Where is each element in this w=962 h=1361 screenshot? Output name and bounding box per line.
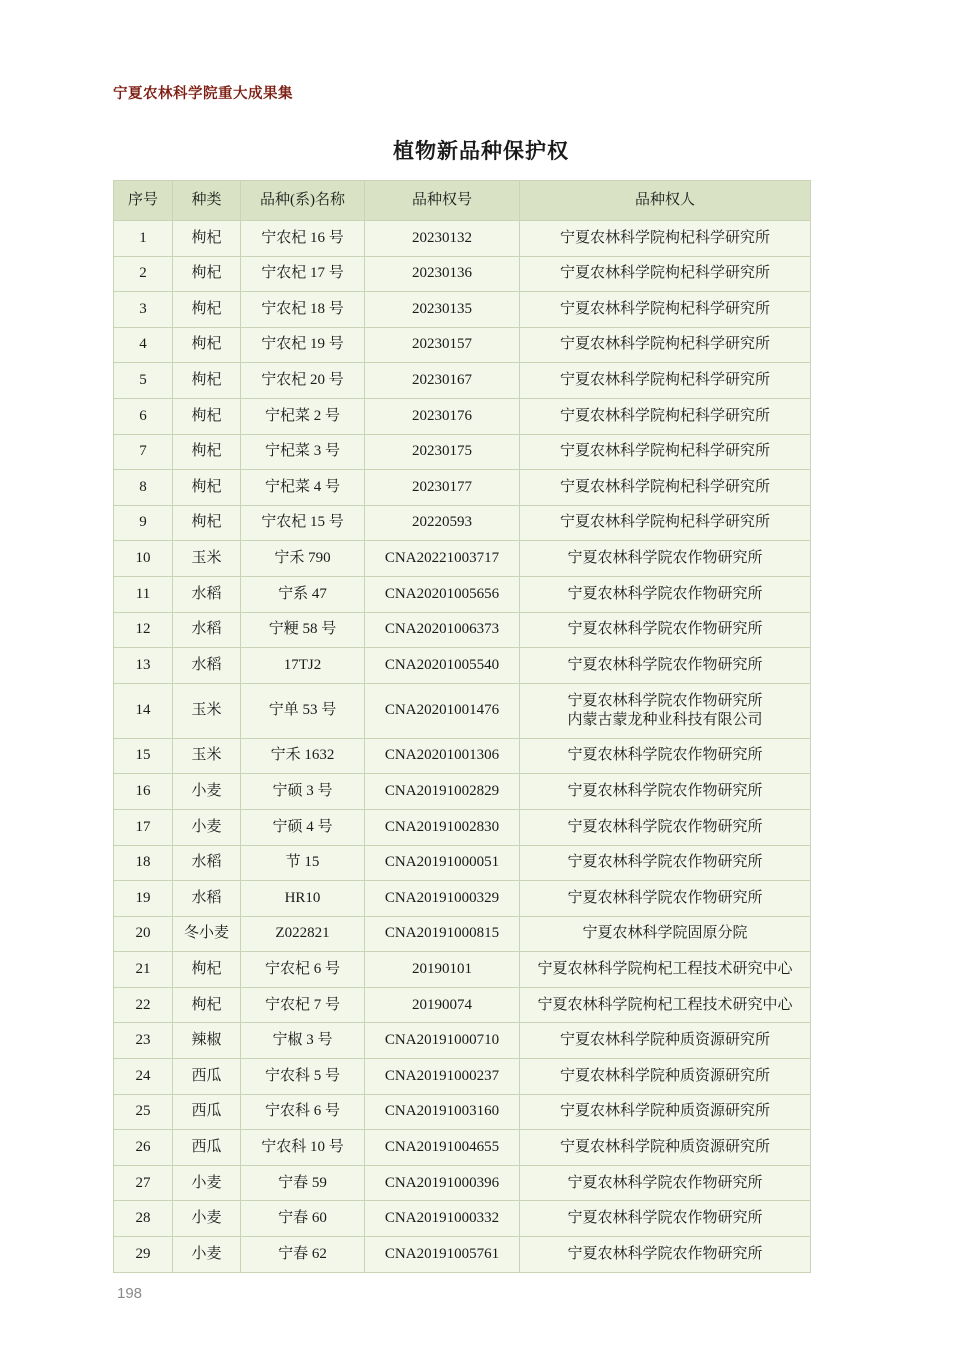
table-row <box>114 738 811 774</box>
column-header-owner: 品种权人 <box>520 181 811 221</box>
table-row <box>114 774 811 810</box>
column-header-kind: 种类 <box>173 181 241 221</box>
cell-owner: 宁夏农林科学院枸杞科学研究所 <box>520 292 811 328</box>
cell-no: 26 <box>114 1130 173 1166</box>
table-row <box>114 327 811 363</box>
cell-no: 12 <box>114 612 173 648</box>
cell-no: 27 <box>114 1165 173 1201</box>
cell-name: 宁粳 58 号 <box>241 612 365 648</box>
cell-code: 20230167 <box>365 363 520 399</box>
cell-name: 宁系 47 <box>241 576 365 612</box>
cell-no: 16 <box>114 774 173 810</box>
cell-no: 9 <box>114 505 173 541</box>
cell-kind: 枸杞 <box>173 505 241 541</box>
table-row <box>114 987 811 1023</box>
cell-owner: 宁夏农林科学院农作物研究所 <box>520 809 811 845</box>
cell-code: 20230157 <box>365 327 520 363</box>
cell-no: 28 <box>114 1201 173 1237</box>
table-row <box>114 221 811 257</box>
cell-code: 20230175 <box>365 434 520 470</box>
cell-no: 4 <box>114 327 173 363</box>
cell-owner: 宁夏农林科学院农作物研究所 <box>520 612 811 648</box>
cell-name: 宁禾 1632 <box>241 738 365 774</box>
cell-kind: 枸杞 <box>173 221 241 257</box>
cell-owner: 宁夏农林科学院农作物研究所 <box>520 738 811 774</box>
cell-code: CNA20191004655 <box>365 1130 520 1166</box>
plant-variety-rights-table <box>113 180 810 1273</box>
cell-owner: 宁夏农林科学院枸杞科学研究所 <box>520 505 811 541</box>
cell-owner: 宁夏农林科学院枸杞科学研究所 <box>520 398 811 434</box>
cell-no: 7 <box>114 434 173 470</box>
cell-code: CNA20191000237 <box>365 1059 520 1095</box>
cell-name: HR10 <box>241 881 365 917</box>
cell-code: CNA20191000332 <box>365 1201 520 1237</box>
cell-owner: 宁夏农林科学院农作物研究所 <box>520 541 811 577</box>
cell-kind: 枸杞 <box>173 952 241 988</box>
cell-no: 23 <box>114 1023 173 1059</box>
table-row <box>114 576 811 612</box>
cell-kind: 枸杞 <box>173 292 241 328</box>
table-row <box>114 1059 811 1095</box>
cell-code: 20230136 <box>365 256 520 292</box>
cell-owner: 宁夏农林科学院农作物研究所 <box>520 1201 811 1237</box>
cell-owner: 宁夏农林科学院农作物研究所 <box>520 1237 811 1273</box>
running-head: 宁夏农林科学院重大成果集 <box>113 86 293 102</box>
table-row <box>114 1094 811 1130</box>
cell-name: 17TJ2 <box>241 648 365 684</box>
cell-owner: 宁夏农林科学院种质资源研究所 <box>520 1130 811 1166</box>
cell-name: 宁农科 5 号 <box>241 1059 365 1095</box>
table-row <box>114 612 811 648</box>
cell-code: CNA20191005761 <box>365 1237 520 1273</box>
cell-name: 宁硕 4 号 <box>241 809 365 845</box>
cell-no: 24 <box>114 1059 173 1095</box>
cell-name: 宁农杞 20 号 <box>241 363 365 399</box>
cell-name: 宁农杞 17 号 <box>241 256 365 292</box>
cell-code: 20190101 <box>365 952 520 988</box>
cell-owner: 宁夏农林科学院农作物研究所 <box>520 576 811 612</box>
table-row <box>114 683 811 738</box>
cell-code: CNA20201001476 <box>365 683 520 738</box>
cell-kind: 水稻 <box>173 881 241 917</box>
table-row <box>114 881 811 917</box>
cell-kind: 枸杞 <box>173 434 241 470</box>
column-header-no: 序号 <box>114 181 173 221</box>
cell-kind: 水稻 <box>173 845 241 881</box>
cell-name: 宁禾 790 <box>241 541 365 577</box>
table-row <box>114 1130 811 1166</box>
cell-kind: 西瓜 <box>173 1094 241 1130</box>
table-row <box>114 809 811 845</box>
cell-name: 宁农杞 16 号 <box>241 221 365 257</box>
cell-code: 20230132 <box>365 221 520 257</box>
cell-owner: 宁夏农林科学院农作物研究所 <box>520 881 811 917</box>
cell-code: CNA20191003160 <box>365 1094 520 1130</box>
cell-kind: 小麦 <box>173 809 241 845</box>
cell-kind: 枸杞 <box>173 987 241 1023</box>
cell-name: 宁春 62 <box>241 1237 365 1273</box>
cell-no: 21 <box>114 952 173 988</box>
table-header-row <box>114 181 811 221</box>
cell-owner: 宁夏农林科学院农作物研究所 <box>520 774 811 810</box>
table-row <box>114 1023 811 1059</box>
table-row <box>114 541 811 577</box>
table-row <box>114 470 811 506</box>
cell-name: 宁单 53 号 <box>241 683 365 738</box>
cell-no: 2 <box>114 256 173 292</box>
cell-code: 20190074 <box>365 987 520 1023</box>
cell-name: 宁杞菜 3 号 <box>241 434 365 470</box>
cell-owner: 宁夏农林科学院种质资源研究所 <box>520 1059 811 1095</box>
cell-owner: 宁夏农林科学院农作物研究所 <box>520 1165 811 1201</box>
cell-kind: 辣椒 <box>173 1023 241 1059</box>
cell-no: 25 <box>114 1094 173 1130</box>
cell-owner: 宁夏农林科学院农作物研究所 <box>520 648 811 684</box>
cell-name: 宁椒 3 号 <box>241 1023 365 1059</box>
cell-no: 5 <box>114 363 173 399</box>
cell-name: 宁农杞 6 号 <box>241 952 365 988</box>
column-header-code: 品种权号 <box>365 181 520 221</box>
cell-code: 20220593 <box>365 505 520 541</box>
cell-name: 节 15 <box>241 845 365 881</box>
cell-kind: 玉米 <box>173 738 241 774</box>
table-row <box>114 256 811 292</box>
table-row <box>114 434 811 470</box>
cell-kind: 枸杞 <box>173 363 241 399</box>
cell-name: 宁农科 10 号 <box>241 1130 365 1166</box>
cell-owner: 宁夏农林科学院农作物研究所 <box>520 845 811 881</box>
cell-no: 3 <box>114 292 173 328</box>
table-row <box>114 648 811 684</box>
cell-name: 宁春 59 <box>241 1165 365 1201</box>
cell-kind: 玉米 <box>173 683 241 738</box>
cell-code: CNA20201005540 <box>365 648 520 684</box>
cell-name: 宁硕 3 号 <box>241 774 365 810</box>
cell-code: 20230135 <box>365 292 520 328</box>
cell-no: 8 <box>114 470 173 506</box>
cell-kind: 西瓜 <box>173 1130 241 1166</box>
cell-no: 17 <box>114 809 173 845</box>
cell-owner: 宁夏农林科学院枸杞科学研究所 <box>520 363 811 399</box>
cell-no: 10 <box>114 541 173 577</box>
cell-owner: 宁夏农林科学院枸杞科学研究所 <box>520 256 811 292</box>
cell-name: Z022821 <box>241 916 365 952</box>
cell-name: 宁杞菜 2 号 <box>241 398 365 434</box>
cell-no: 6 <box>114 398 173 434</box>
cell-owner: 宁夏农林科学院种质资源研究所 <box>520 1023 811 1059</box>
cell-name: 宁农科 6 号 <box>241 1094 365 1130</box>
cell-code: CNA20191000329 <box>365 881 520 917</box>
cell-kind: 枸杞 <box>173 470 241 506</box>
cell-owner: 宁夏农林科学院枸杞科学研究所 <box>520 470 811 506</box>
cell-code: CNA20191000396 <box>365 1165 520 1201</box>
cell-owner: 宁夏农林科学院枸杞工程技术研究中心 <box>520 987 811 1023</box>
cell-no: 15 <box>114 738 173 774</box>
cell-code: CNA20191000710 <box>365 1023 520 1059</box>
table-row <box>114 398 811 434</box>
cell-no: 11 <box>114 576 173 612</box>
cell-code: CNA20201005656 <box>365 576 520 612</box>
cell-name: 宁农杞 19 号 <box>241 327 365 363</box>
cell-code: CNA20191002830 <box>365 809 520 845</box>
cell-no: 14 <box>114 683 173 738</box>
cell-no: 1 <box>114 221 173 257</box>
cell-kind: 水稻 <box>173 576 241 612</box>
table-row <box>114 292 811 328</box>
cell-kind: 小麦 <box>173 1165 241 1201</box>
cell-owner: 宁夏农林科学院种质资源研究所 <box>520 1094 811 1130</box>
cell-owner: 宁夏农林科学院固原分院 <box>520 916 811 952</box>
table-row <box>114 363 811 399</box>
cell-no: 18 <box>114 845 173 881</box>
table-body <box>114 221 811 1273</box>
cell-kind: 水稻 <box>173 648 241 684</box>
cell-no: 20 <box>114 916 173 952</box>
cell-kind: 水稻 <box>173 612 241 648</box>
cell-code: CNA20221003717 <box>365 541 520 577</box>
cell-code: 20230177 <box>365 470 520 506</box>
cell-kind: 枸杞 <box>173 256 241 292</box>
cell-code: CNA20201001306 <box>365 738 520 774</box>
page-number: 198 <box>117 1285 143 1302</box>
cell-kind: 小麦 <box>173 774 241 810</box>
cell-name: 宁农杞 18 号 <box>241 292 365 328</box>
cell-owner: 宁夏农林科学院枸杞科学研究所 <box>520 434 811 470</box>
cell-no: 22 <box>114 987 173 1023</box>
cell-kind: 玉米 <box>173 541 241 577</box>
table-row <box>114 1237 811 1273</box>
cell-code: CNA20191000815 <box>365 916 520 952</box>
table-row <box>114 505 811 541</box>
cell-code: 20230176 <box>365 398 520 434</box>
cell-kind: 冬小麦 <box>173 916 241 952</box>
cell-no: 13 <box>114 648 173 684</box>
table-row <box>114 952 811 988</box>
table-row <box>114 1165 811 1201</box>
cell-kind: 小麦 <box>173 1201 241 1237</box>
cell-code: CNA20191000051 <box>365 845 520 881</box>
column-header-name: 品种(系)名称 <box>241 181 365 221</box>
table-row <box>114 845 811 881</box>
cell-name: 宁农杞 7 号 <box>241 987 365 1023</box>
cell-code: CNA20201006373 <box>365 612 520 648</box>
page-title: 植物新品种保护权 <box>393 139 569 163</box>
cell-owner: 宁夏农林科学院枸杞科学研究所 <box>520 221 811 257</box>
cell-name: 宁春 60 <box>241 1201 365 1237</box>
cell-owner: 宁夏农林科学院枸杞科学研究所 <box>520 327 811 363</box>
cell-code: CNA20191002829 <box>365 774 520 810</box>
table-row <box>114 1201 811 1237</box>
cell-name: 宁杞菜 4 号 <box>241 470 365 506</box>
cell-no: 19 <box>114 881 173 917</box>
cell-name: 宁农杞 15 号 <box>241 505 365 541</box>
cell-owner: 宁夏农林科学院农作物研究所 内蒙古蒙龙种业科技有限公司 <box>520 683 811 738</box>
cell-kind: 西瓜 <box>173 1059 241 1095</box>
cell-owner: 宁夏农林科学院枸杞工程技术研究中心 <box>520 952 811 988</box>
cell-no: 29 <box>114 1237 173 1273</box>
cell-kind: 小麦 <box>173 1237 241 1273</box>
cell-kind: 枸杞 <box>173 398 241 434</box>
cell-kind: 枸杞 <box>173 327 241 363</box>
table-row <box>114 916 811 952</box>
